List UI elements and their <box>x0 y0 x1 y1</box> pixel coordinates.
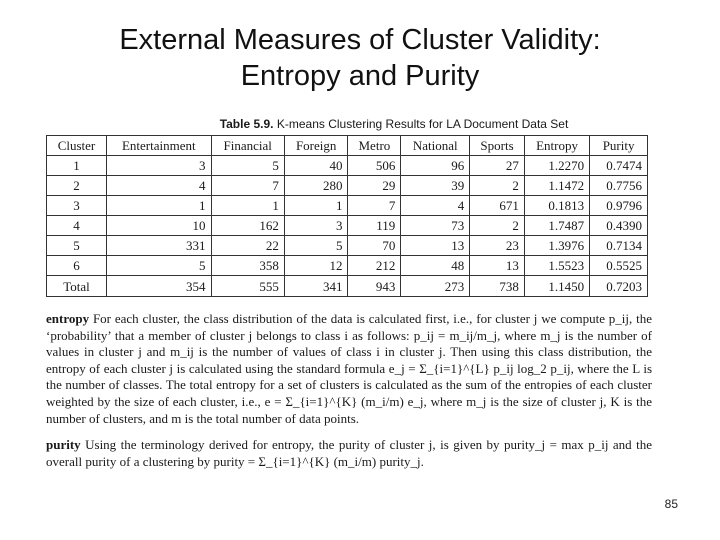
table-cell: 280 <box>284 176 348 196</box>
table-cell: 738 <box>470 276 525 297</box>
table-cell: 29 <box>348 176 401 196</box>
table-cell: 7 <box>211 176 284 196</box>
table-cell: 671 <box>470 196 525 216</box>
table-cell: 4 <box>401 196 470 216</box>
table-cell: 6 <box>47 256 107 276</box>
table-cell: 358 <box>211 256 284 276</box>
table-row <box>47 276 648 297</box>
table-cell: 1 <box>284 196 348 216</box>
table-cell: 119 <box>348 216 401 236</box>
table-cell: 13 <box>470 256 525 276</box>
purity-term: purity <box>46 437 81 453</box>
table-cell: 331 <box>106 236 211 256</box>
table-row <box>47 256 648 276</box>
table-caption <box>136 116 652 132</box>
header-cell: Financial <box>211 136 284 156</box>
table-cell: 162 <box>211 216 284 236</box>
purity-definition <box>46 437 652 470</box>
table-cell: 0.7203 <box>590 276 648 297</box>
table-cell: 96 <box>401 156 470 176</box>
table-cell: 0.7756 <box>590 176 648 196</box>
entropy-term: entropy <box>46 311 90 326</box>
table-cell: 5 <box>211 156 284 176</box>
table-cell: 0.9796 <box>590 196 648 216</box>
table-cell: 23 <box>470 236 525 256</box>
table-cell: 2 <box>47 176 107 196</box>
title-line-2: Entropy and Purity <box>240 60 480 92</box>
table-cell: 4 <box>47 216 107 236</box>
table-row <box>47 176 648 196</box>
table-cell: 0.5525 <box>590 256 648 276</box>
table-cell: 0.7474 <box>590 156 648 176</box>
results-table <box>46 135 648 297</box>
table-cell: 10 <box>106 216 211 236</box>
page-number: 85 <box>664 497 678 511</box>
table-row <box>47 216 648 236</box>
table-cell: 0.1813 <box>524 196 589 216</box>
textbook-excerpt <box>46 116 652 498</box>
table-cell: 5 <box>106 256 211 276</box>
table-cell: Total <box>47 276 107 297</box>
table-row <box>47 156 648 176</box>
header-cell: Entertainment <box>106 136 211 156</box>
header-cell: Entropy <box>524 136 589 156</box>
table-cell: 3 <box>106 156 211 176</box>
table-cell: 22 <box>211 236 284 256</box>
table-cell: 0.7134 <box>590 236 648 256</box>
table-cell: 341 <box>284 276 348 297</box>
table-cell: 555 <box>211 276 284 297</box>
table-cell: 5 <box>284 236 348 256</box>
table-cell: 1.5523 <box>524 256 589 276</box>
table-cell: 7 <box>348 196 401 216</box>
title-line-1: External Measures of Cluster Validity: <box>119 24 601 56</box>
table-cell: 1.1450 <box>524 276 589 297</box>
header-cell: Foreign <box>284 136 348 156</box>
table-row <box>47 236 648 256</box>
header-cell: National <box>401 136 470 156</box>
table-cell: 1.1472 <box>524 176 589 196</box>
entropy-text: For each cluster, the class distribution of the data is calculated first, i.e., for cluster j we compute p_ij, the ‘probability’ that a member of cluster j belongs to class i as follows: p_ij = m_ij/m_j, where m_j is the number of values in cluster j and m_ij is the number of values of class i in cluster j. Then using this class distribution, the entropy of each cluster j is calculated using the standard formula e_j = Σ_{i=1}^{L} p_ij log_2 p_ij, where the L is the number of classes. The total entropy for a set of clusters is calculated as the sum of the entropies of each cluster weighted by the size of each cluster, i.e., e = Σ_{i=1}^{K} (m_i/m) e_j, where m_j is the size of cluster j, K is the number of clusters, and m is the total number of data points. <box>46 311 653 426</box>
table-cell: 48 <box>401 256 470 276</box>
header-cell: Sports <box>470 136 525 156</box>
table-cell: 73 <box>401 216 470 236</box>
table-cell: 943 <box>348 276 401 297</box>
table-body <box>47 156 648 297</box>
table-cell: 354 <box>106 276 211 297</box>
table-cell: 273 <box>401 276 470 297</box>
table-cell: 70 <box>348 236 401 256</box>
table-caption-label: Table 5.9. <box>219 117 274 131</box>
table-cell: 1 <box>47 156 107 176</box>
table-cell: 5 <box>47 236 107 256</box>
header-cell: Cluster <box>47 136 107 156</box>
table-cell: 27 <box>470 156 525 176</box>
table-header-row <box>47 136 648 156</box>
table-cell: 2 <box>470 216 525 236</box>
table-cell: 2 <box>470 176 525 196</box>
table-cell: 3 <box>284 216 348 236</box>
table-cell: 3 <box>47 196 107 216</box>
table-caption-text: K-means Clustering Results for LA Document Data Set <box>276 117 569 131</box>
entropy-definition <box>46 311 652 427</box>
table-cell: 1.3976 <box>524 236 589 256</box>
header-cell: Metro <box>348 136 401 156</box>
table-cell: 1.2270 <box>524 156 589 176</box>
table-cell: 12 <box>284 256 348 276</box>
table-cell: 39 <box>401 176 470 196</box>
table-cell: 0.4390 <box>590 216 648 236</box>
table-cell: 506 <box>348 156 401 176</box>
header-cell: Purity <box>590 136 648 156</box>
table-cell: 4 <box>106 176 211 196</box>
table-cell: 1.7487 <box>524 216 589 236</box>
table-cell: 1 <box>211 196 284 216</box>
table-row <box>47 196 648 216</box>
purity-text: Using the terminology derived for entropy, the purity of cluster j, is given by purity_j = max p_ij and the overall purity of a clustering by purity = Σ_{i=1}^{K} (m_i/m) purity_j. <box>46 437 653 469</box>
table-cell: 1 <box>106 196 211 216</box>
slide-title <box>40 22 680 94</box>
table-cell: 40 <box>284 156 348 176</box>
table-cell: 13 <box>401 236 470 256</box>
table-cell: 212 <box>348 256 401 276</box>
